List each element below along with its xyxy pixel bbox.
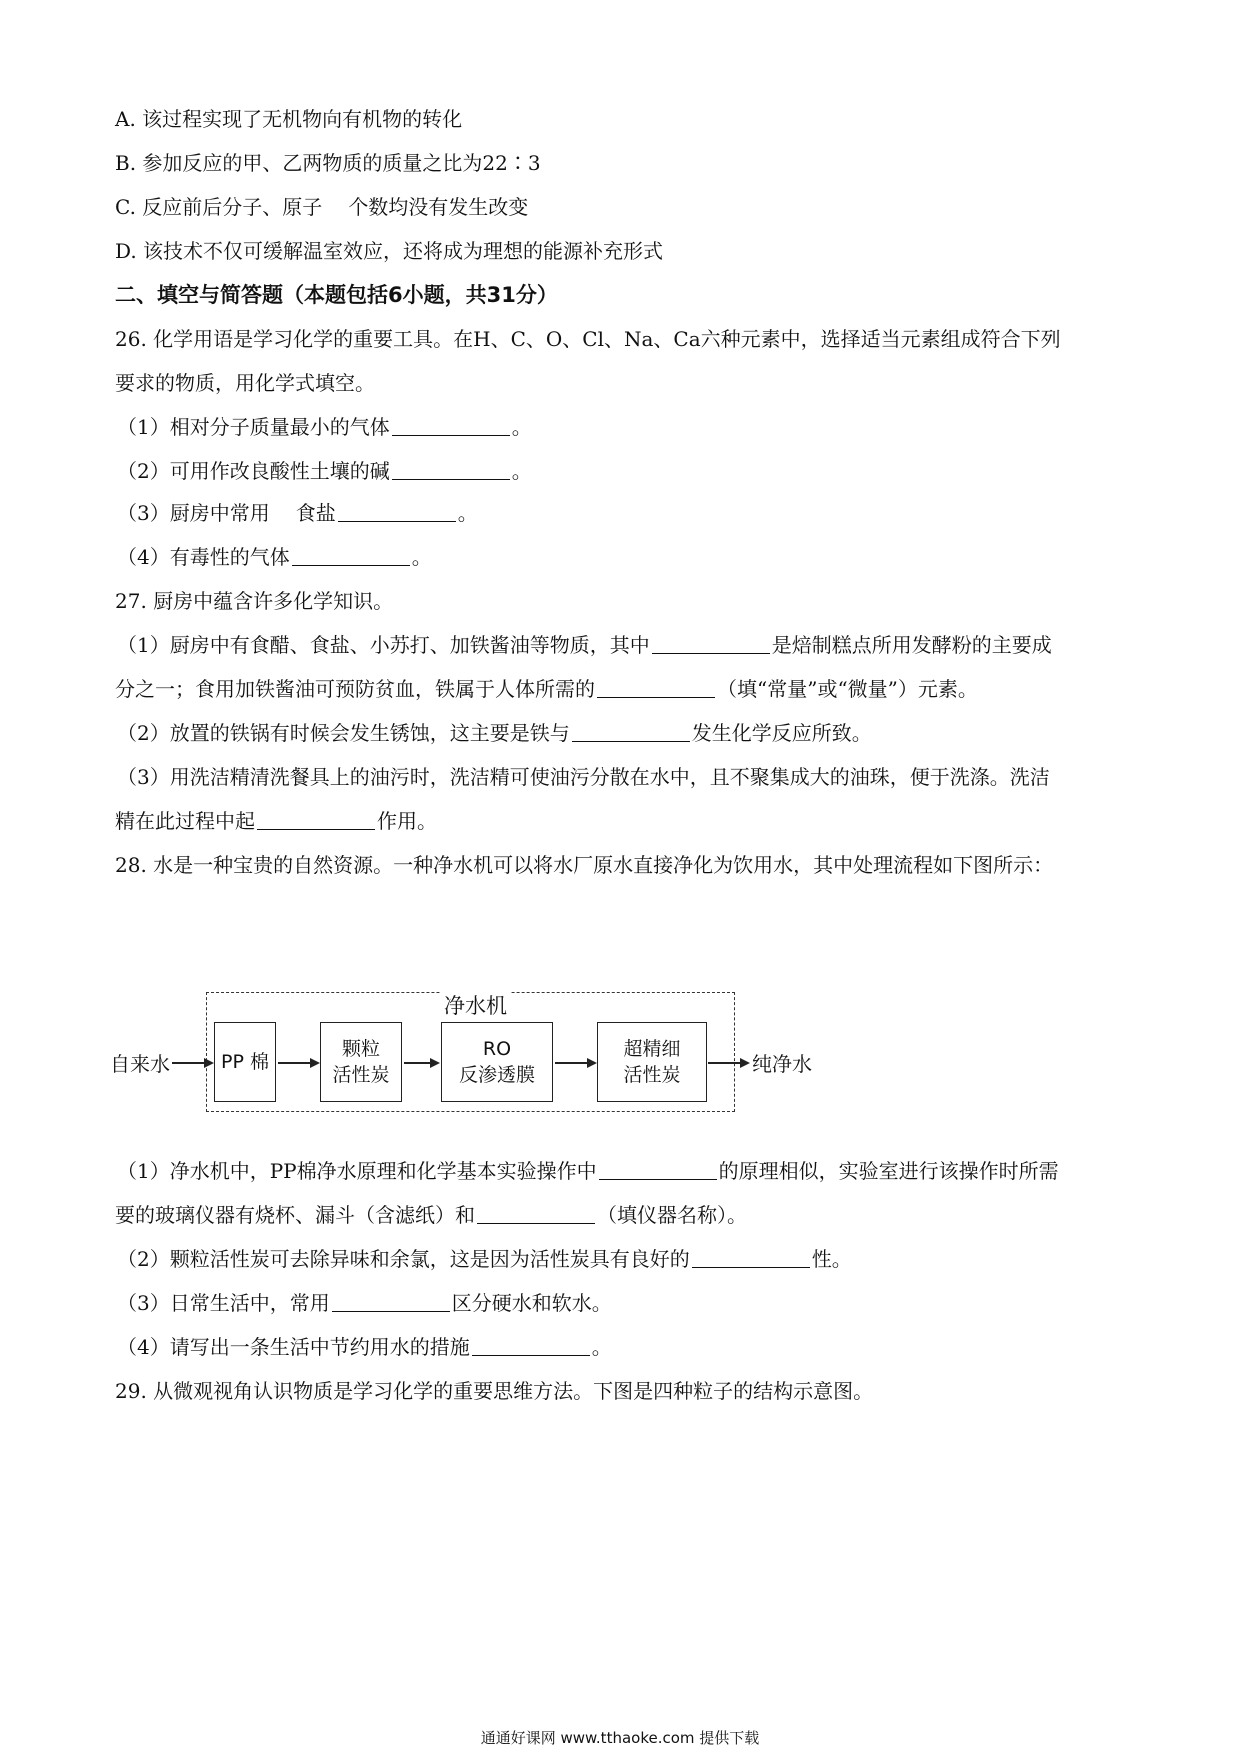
- q27-part3-text3: 作用。: [377, 809, 437, 833]
- q28-part4: [117, 1334, 612, 1360]
- q28-part1-text4: （填仪器名称）。: [597, 1203, 747, 1227]
- q26-part3: [117, 500, 478, 526]
- answer-blank[interactable]: [599, 1161, 717, 1180]
- q26-part4: [117, 544, 432, 570]
- option-d: D. 该技术不仅可缓解温室效应，还将成为理想的能源补充形式: [115, 239, 664, 263]
- q27-part1-text4: （填“常量”或“微量”）元素。: [717, 677, 978, 701]
- purifier-title: 净水机: [440, 990, 511, 1020]
- answer-blank[interactable]: [292, 547, 410, 566]
- q26-line1: 26. 化学用语是学习化学的重要工具。在H、C、O、Cl、Na、Ca六种元素中，选择适当元素组成符合下列: [115, 327, 1061, 351]
- q27-line1: 27. 厨房中蕴含许多化学知识。: [115, 589, 394, 613]
- q28-part2: [117, 1246, 852, 1272]
- answer-blank[interactable]: [392, 417, 510, 436]
- step-label: PP 棉: [221, 1051, 269, 1073]
- q26-part2-text: （2）可用作改良酸性土壤的碱: [117, 459, 390, 483]
- q27-part2-text: （2）放置的铁锅有时候会发生锈蚀，这主要是铁与: [117, 721, 570, 745]
- q26-part2: [117, 458, 532, 484]
- q27-part3: （3）用洗洁精清洗餐具上的油污时，洗洁精可使油污分散在水中，且不聚集成大的油珠，便于洗涤。洗洁: [117, 765, 1050, 789]
- answer-blank[interactable]: [338, 503, 456, 522]
- arrow-right-icon: [278, 1062, 318, 1064]
- q29-line1: 29. 从微观视角认识物质是学习化学的重要思维方法。下图是四种粒子的结构示意图。: [115, 1379, 874, 1403]
- q27-part1-cont: [115, 676, 978, 702]
- q26-part3-text: （3）厨房中常用: [117, 501, 270, 525]
- arrow-right-icon: [708, 1062, 748, 1064]
- answer-blank[interactable]: [597, 679, 715, 698]
- option-c-part2: 个数均没有发生改变: [348, 195, 529, 219]
- q27-part3-cont: [115, 808, 437, 834]
- step-label: 超精细: [623, 1038, 681, 1060]
- q28-part1: [117, 1158, 1059, 1184]
- q28-part1-text: （1）净水机中，PP棉净水原理和化学基本实验操作中: [117, 1159, 597, 1183]
- q28-part1-cont: [115, 1202, 747, 1228]
- step-label: RO: [482, 1038, 512, 1060]
- answer-blank[interactable]: [692, 1249, 810, 1268]
- step-ro-membrane: [441, 1022, 553, 1102]
- option-a: A. 该过程实现了无机物向有机物的转化: [115, 107, 463, 131]
- q26-part4-end: 。: [411, 545, 432, 569]
- q26-part3-end: 。: [457, 501, 478, 525]
- q28-part1-text2: 的原理相似，实验室进行该操作时所需: [718, 1159, 1059, 1183]
- answer-blank[interactable]: [652, 635, 770, 654]
- q28-part3-text: （3）日常生活中，常用: [117, 1291, 330, 1315]
- output-label: 纯净水: [752, 1052, 812, 1076]
- q26-part1-end: 。: [511, 415, 532, 439]
- answer-blank[interactable]: [257, 811, 375, 830]
- q28-part4-text: （4）请写出一条生活中节约用水的措施: [117, 1335, 470, 1359]
- arrow-right-icon: [555, 1062, 595, 1064]
- q27-part3-text2: 精在此过程中起: [115, 809, 255, 833]
- answer-blank[interactable]: [477, 1205, 595, 1224]
- q26-part1-text: （1）相对分子质量最小的气体: [117, 415, 390, 439]
- answer-blank[interactable]: [392, 461, 510, 480]
- step-label: 反渗透膜: [458, 1064, 535, 1086]
- q28-line1: 28. 水是一种宝贵的自然资源。一种净水机可以将水厂原水直接净化为饮用水，其中处理流程如下图所示：: [115, 853, 1054, 877]
- q27-part1: [117, 632, 1052, 658]
- q26-part1: [117, 414, 532, 440]
- answer-blank[interactable]: [472, 1337, 590, 1356]
- q27-part1-text2: 是焙制糕点所用发酵粉的主要成: [771, 633, 1052, 657]
- step-granular-carbon: [320, 1022, 402, 1102]
- q28-part2-text2: 性。: [811, 1247, 852, 1271]
- option-b: B. 参加反应的甲、乙两物质的质量之比为22∶3: [115, 151, 541, 175]
- step-ultrafine-carbon: [597, 1022, 707, 1102]
- q27-part2-text2: 发生化学反应所致。: [691, 721, 872, 745]
- step-label: 活性炭: [623, 1064, 681, 1086]
- option-c: [115, 194, 528, 220]
- q28-part4-end: 。: [591, 1335, 612, 1359]
- q26-part3-text2: 食盐: [295, 501, 336, 525]
- q27-part2: [117, 720, 872, 746]
- arrow-right-icon: [404, 1062, 438, 1064]
- input-label: 自来水: [110, 1052, 170, 1076]
- q26-line2: 要求的物质，用化学式填空。: [115, 371, 375, 395]
- q26-part4-text: （4）有毒性的气体: [117, 545, 290, 569]
- step-label: 活性炭: [332, 1064, 390, 1086]
- section-heading: 二、填空与简答题（本题包括6小题，共31分）: [115, 283, 558, 307]
- q28-part1-text3: 要的玻璃仪器有烧杯、漏斗（含滤纸）和: [115, 1203, 475, 1227]
- option-c-part1: C. 反应前后分子、原子: [115, 195, 323, 219]
- page-footer: 通通好课网 www.tthaoke.com 提供下载: [480, 1729, 760, 1747]
- q27-part1-text: （1）厨房中有食醋、食盐、小苏打、加铁酱油等物质，其中: [117, 633, 650, 657]
- q26-part2-end: 。: [511, 459, 532, 483]
- step-pp-cotton: [214, 1022, 276, 1102]
- q28-part3: [117, 1290, 612, 1316]
- q27-part1-text3: 分之一；食用加铁酱油可预防贫血，铁属于人体所需的: [115, 677, 595, 701]
- arrow-right-icon: [172, 1062, 212, 1064]
- answer-blank[interactable]: [572, 723, 690, 742]
- q28-part3-text2: 区分硬水和软水。: [451, 1291, 612, 1315]
- answer-blank[interactable]: [332, 1293, 450, 1312]
- water-purifier-flowchart: [110, 990, 870, 1120]
- q28-part2-text: （2）颗粒活性炭可去除异味和余氯，这是因为活性炭具有良好的: [117, 1247, 690, 1271]
- step-label: 颗粒: [341, 1038, 380, 1060]
